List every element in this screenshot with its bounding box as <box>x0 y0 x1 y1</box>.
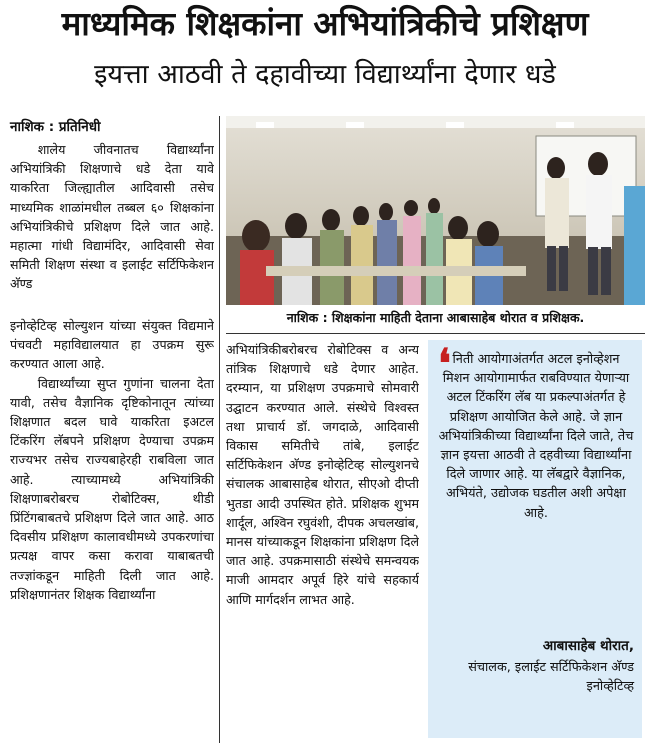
column1-top-text <box>10 140 214 316</box>
quote-text: निती आयोगाअंतर्गत अटल इनोव्हेशन मिशन आयोगामार्फत राबविण्यात येणार्‍या अटल टिंकरिंग लॅब या प्रकल्पाअंतर्गत हे प्रशिक्षण आयोजित केले आहे. जे ज्ञान अभियांत्रिकीच्या विद्यार्थ्यांना दिले जाते, तेच ज्ञान इयत्ता आठवी ते दहवीच्या विद्यार्थ्यांना दिले जाणार आहे. या लॅबद्वारे वैज्ञानिक, अभियंते, उद्योजक घडतील अशी अपेक्षा आहे. <box>438 352 634 521</box>
quote-mark-icon: ❛ <box>438 340 451 387</box>
subheadline: इयत्ता आठवी ते दहावीच्या विद्यार्थ्यांना देणार धडे <box>94 59 556 90</box>
column2-paragraph: अभियांत्रिकीबरोबरच रोबोटिक्स व अन्य तांत्रिक शिक्षणाचे धडे देणार आहेत. दरम्यान, या प्रशिक्षण उपक्रमाचे सोमवारी उद्घाटन करण्यात आले. संस्थेचे विश्वस्त तथा प्राचार्य डॉ. जगदाळे, आदिवासी विकास समितीचे तांबे, इलाईट सर्टिफिकेशन अ‍ॅण्ड इनोव्हेटिव्ह सोल्युशनचे संचालक आबासाहेब थोरात, सीएओ दीप्ती भुतडा आदी उपस्थित होते. प्रशिक्षक शुभम शार्दूल, अश्विन रघुवंशी, दीपक अचलखांब, मानस यांच्याकडून शिक्षकांना प्रशिक्षण दिले जात आहे. उपक्रमासाठी संस्थेचे समन्वयक माजी आमदार अपूर्व हिरे यांचे सहकार्य आणि मार्गदर्शन लाभत आहे. <box>226 342 419 607</box>
quote-author-role: संचालक, इलाईट सर्टिफिकेशन अ‍ॅण्ड इनोव्हेटिव्ह <box>468 660 634 695</box>
headline: माध्यमिक शिक्षकांना अभियांत्रिकीचे प्रशिक्षण <box>61 4 589 43</box>
photo-caption: नाशिक : शिक्षकांना माहिती देताना आबासाहेब थोरात व प्रशिक्षक. <box>286 310 585 325</box>
pull-quote-box <box>428 340 642 738</box>
column1-paragraph-1: इनोव्हेटिव्ह सोल्युशन यांच्या संयुक्त विद्यमाने पंचवटी महाविद्यालयात हा उपक्रम सुरू करण्यात आला आहे. <box>10 318 214 372</box>
caption-divider <box>226 333 645 334</box>
column-divider <box>219 116 220 743</box>
column1-top-paragraph: शालेय जीवनातच विद्यार्थ्यांना अभियांत्रिकी शिक्षणाचे धडे देता यावे याकरिता जिल्ह्यातील आदिवासी तसेच माध्यमिक शाळांमधील तब्बल ६० शिक्षकांना अभियांत्रिकीचे प्रशिक्षण दिले जात आहे. महात्मा गांधी विद्यामंदिर, आदिवासी सेवा समिती शिक्षण संस्था व इलाईट सर्टिफिकेशन अ‍ॅण्ड <box>10 142 214 292</box>
column1-bottom-text <box>10 316 214 743</box>
byline: नाशिक : प्रतिनिधी <box>10 119 101 135</box>
news-photo <box>226 116 645 305</box>
quote-author: आबासाहेब थोरात, <box>542 638 634 654</box>
column2-text <box>226 340 419 743</box>
column1-paragraph-2: विद्यार्थ्यांच्या सुप्त गुणांना चालना देता यावी, तसेच वैज्ञानिक दृष्टिकोनातून त्यांच्या शिक्षणात बदल घावे याकरिता इअटल टिंकरिंग लॅबपने प्रशिक्षण देण्याचा उपक्रम राज्यभर तसेच राज्यबाहेरही राबविला जात आहे. त्याच्यामध्ये अभियांत्रिकी शिक्षणाबरोबरच रोबोटिक्स, थीडी प्रिंटिंगबाबतचे प्रशिक्षण दिले जात आहे. आठ दिवसीय प्रशिक्षण कालावधीमध्ये उपकरणांचा प्रत्यक्ष वापर कसा करावा याबाबतची तज्ज्ञांकडून माहिती दिली जात आहे. प्रशिक्षणानंतर शिक्षक विद्यार्थ्यांना <box>10 375 214 602</box>
classroom-photo-illustration <box>226 116 645 305</box>
